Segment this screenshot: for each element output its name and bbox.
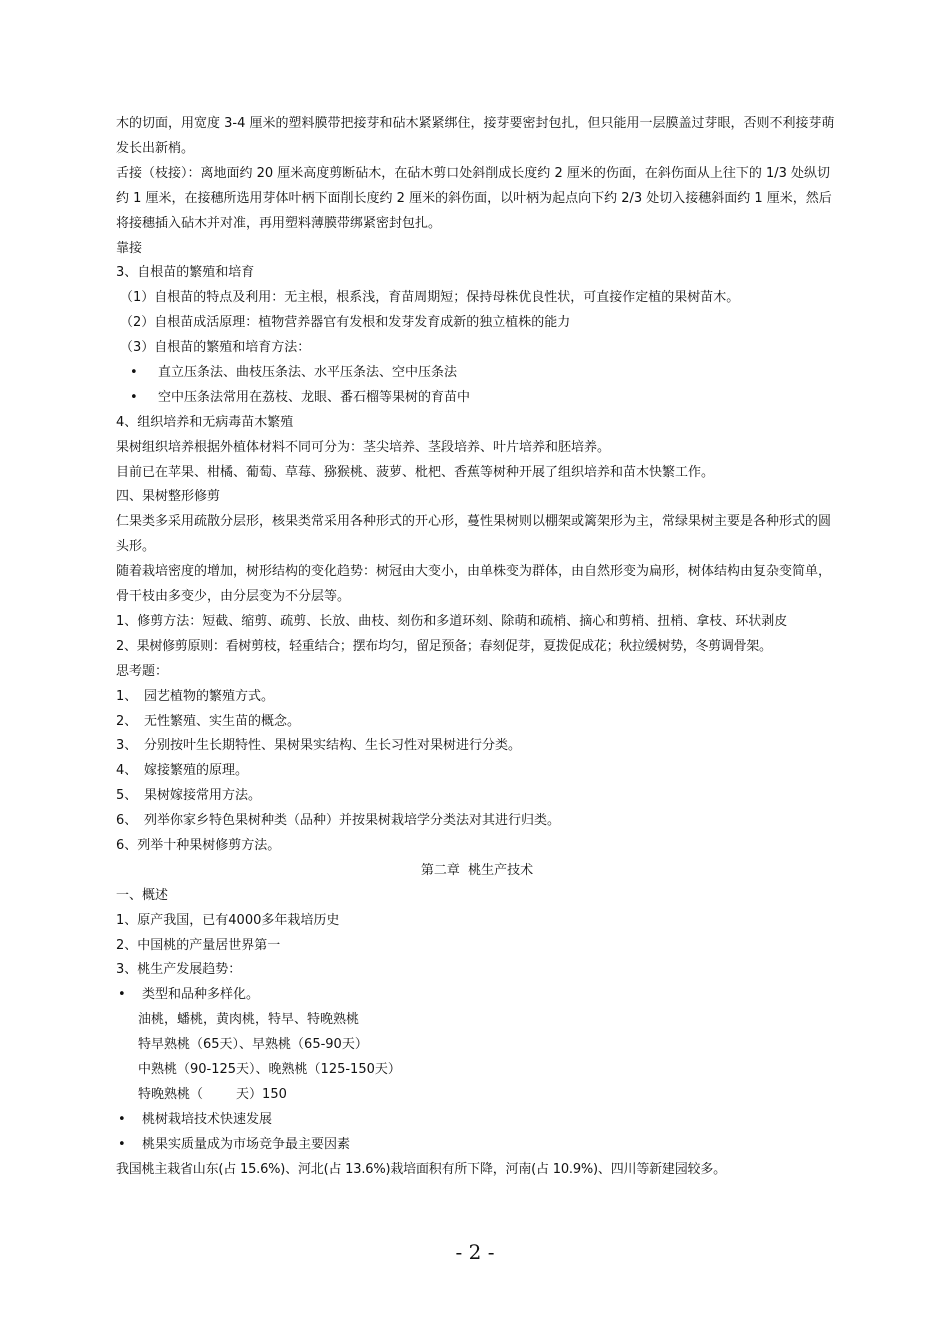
document-page (116, 112, 838, 1182)
paragraph-tree-forms: 仁果类多采用疏散分层形，核果类常采用各种形式的开心形，蔓性果树则以棚架或篱架形为主，常绿果树主要是各种形式的圆头形。 (116, 514, 832, 555)
bullet-quality (116, 1133, 838, 1158)
bullet-text: 空中压条法常用在荔枝、龙眼、番石榴等果树的育苗中 (158, 389, 471, 405)
question-number: 6、 (116, 813, 138, 829)
question-number: 5、 (116, 788, 138, 804)
question-4 (116, 759, 838, 784)
bullet-air-layering (116, 386, 838, 411)
bullet-icon: • (118, 987, 126, 1003)
question-text: 分别按叶生长期特性、果树果实结构、生长习性对果树进行分类。 (144, 738, 522, 754)
question-text: 果树嫁接常用方法。 (144, 788, 262, 804)
bullet-icon: • (130, 389, 138, 405)
chapter-title: 第二章 桃生产技术 (420, 862, 534, 878)
sub-early-ripening: 特早熟桃（65天）、早熟桃（65-90天） (138, 1037, 368, 1053)
paragraph-tissue-culture-types: 果树组织培养根据外植体材料不同可分为：茎尖培养、茎段培养、叶片培养和胚培养。 (116, 439, 611, 455)
question-1 (116, 685, 838, 710)
heading-tissue-culture: 4、组织培养和无病毒苗木繁殖 (116, 414, 294, 430)
bullet-diversification (116, 983, 838, 1008)
question-number: 4、 (116, 763, 138, 779)
sub-peach-types: 油桃，蟠桃，黄肉桃，特早、特晚熟桃 (138, 1012, 360, 1028)
question-number: 3、 (116, 738, 138, 754)
question-number: 2、 (116, 713, 138, 729)
question-number: 1、 (116, 688, 138, 704)
sub-extra-late-ripening: 特晚熟桃（ 天）150 (138, 1086, 287, 1102)
bullet-layering-methods (116, 361, 838, 386)
item-production-rank: 2、中国桃的产量居世界第一 (116, 937, 281, 953)
paragraph-tissue-culture-species: 目前已在苹果、柑橘、葡萄、草莓、猕猴桃、菠萝、枇杷、香蕉等树种开展了组织培养和苗木快繁工作。 (116, 464, 715, 480)
question-6 (116, 809, 838, 834)
question-7: 6、列举十种果树修剪方法。 (116, 837, 281, 853)
question-text: 无性繁殖、实生苗的概念。 (144, 713, 301, 729)
paragraph-budding-end: 木的切面，用宽度 3-4 厘米的塑料膜带把接芽和砧木紧紧绑住，接芽要密封包扎，但只能用一层膜盖过芽眼，否则不利接芽萌发长出新梢。 (116, 116, 835, 156)
bullet-text: 桃树栽培技术快速发展 (142, 1111, 273, 1127)
heading-overview: 一、概述 (116, 887, 169, 903)
question-2 (116, 710, 838, 735)
question-text: 园艺植物的繁殖方式。 (144, 688, 275, 704)
question-text: 列举你家乡特色果树种类（品种）并按果树栽培学分类法对其进行归类。 (144, 813, 561, 829)
page-number: - 2 - (455, 1240, 495, 1264)
heading-questions: 思考题： (116, 663, 169, 679)
item-own-root-features: （1）自根苗的特点及利用：无主根，根系浅，育苗周期短；保持母株优良性状，可直接作定植的果树苗木。 (120, 290, 740, 306)
bullet-icon: • (118, 1111, 126, 1127)
bullet-text: 类型和品种多样化。 (142, 987, 260, 1003)
paragraph-tongue-grafting: 舌接（枝接）：离地面约 20 厘米高度剪断砧木，在砧木剪口处斜削成长度约 2 厘米的伤面，在斜伤面从上往下的 1/3 处纵切约 1 厘米，在接穗所选用芽体叶柄下面削长度约 2 厘米的斜伤面，以叶柄为起点向下约 2/3 处切入接穗斜面约 1 厘米，然后将接穗插入砧木并对准，再用塑料薄膜带绑紧密封包扎。 (116, 165, 832, 231)
question-3 (116, 734, 838, 759)
sub-mid-late-ripening: 中熟桃（90-125天）、晚熟桃（125-150天） (138, 1062, 401, 1077)
item-trends: 3、桃生产发展趋势： (116, 962, 242, 978)
bullet-icon: • (118, 1136, 126, 1152)
paragraph-pruning-methods: 1、修剪方法：短截、缩剪、疏剪、长放、曲枝、刻伤和多道环刻、除萌和疏梢、摘心和剪梢、扭梢、拿枝、环状剥皮 (116, 613, 788, 629)
question-text: 嫁接繁殖的原理。 (144, 763, 249, 779)
paragraph-main-provinces: 我国桃主栽省山东(占 15.6%)、河北(占 13.6%)栽培面积有所下降，河南(占 10.9%)、四川等新建园较多。 (116, 1161, 726, 1177)
heading-pruning: 四、果树整形修剪 (116, 489, 221, 505)
bullet-technology (116, 1108, 838, 1133)
paragraph-pruning-principles: 2、果树修剪原则：看树剪枝，轻重结合；摆布均匀，留足预备；春刻促芽，夏拨促成花；秋拉缓树势，冬剪调骨架。 (116, 638, 772, 654)
item-origin: 1、原产我国，已有4000多年栽培历史 (116, 912, 340, 928)
question-5 (116, 784, 838, 809)
bullet-text: 直立压条法、曲枝压条法、水平压条法、空中压条法 (158, 364, 458, 380)
heading-approach-grafting: 靠接 (116, 240, 143, 256)
bullet-text: 桃果实质量成为市场竞争最主要因素 (142, 1136, 351, 1152)
item-own-root-principle: （2）自根苗成活原理：植物营养器官有发根和发芽发育成新的独立植株的能力 (120, 315, 571, 331)
bullet-icon: • (130, 364, 138, 380)
item-own-root-methods: （3）自根苗的繁殖和培育方法： (120, 340, 311, 356)
heading-own-root-seedling: 3、自根苗的繁殖和培育 (116, 265, 255, 281)
paragraph-form-trends: 随着栽培密度的增加，树形结构的变化趋势：树冠由大变小，由单株变为群体，由自然形变为扁形，树体结构由复杂变简单，骨干枝由多变少，由分层变为不分层等。 (116, 564, 832, 605)
